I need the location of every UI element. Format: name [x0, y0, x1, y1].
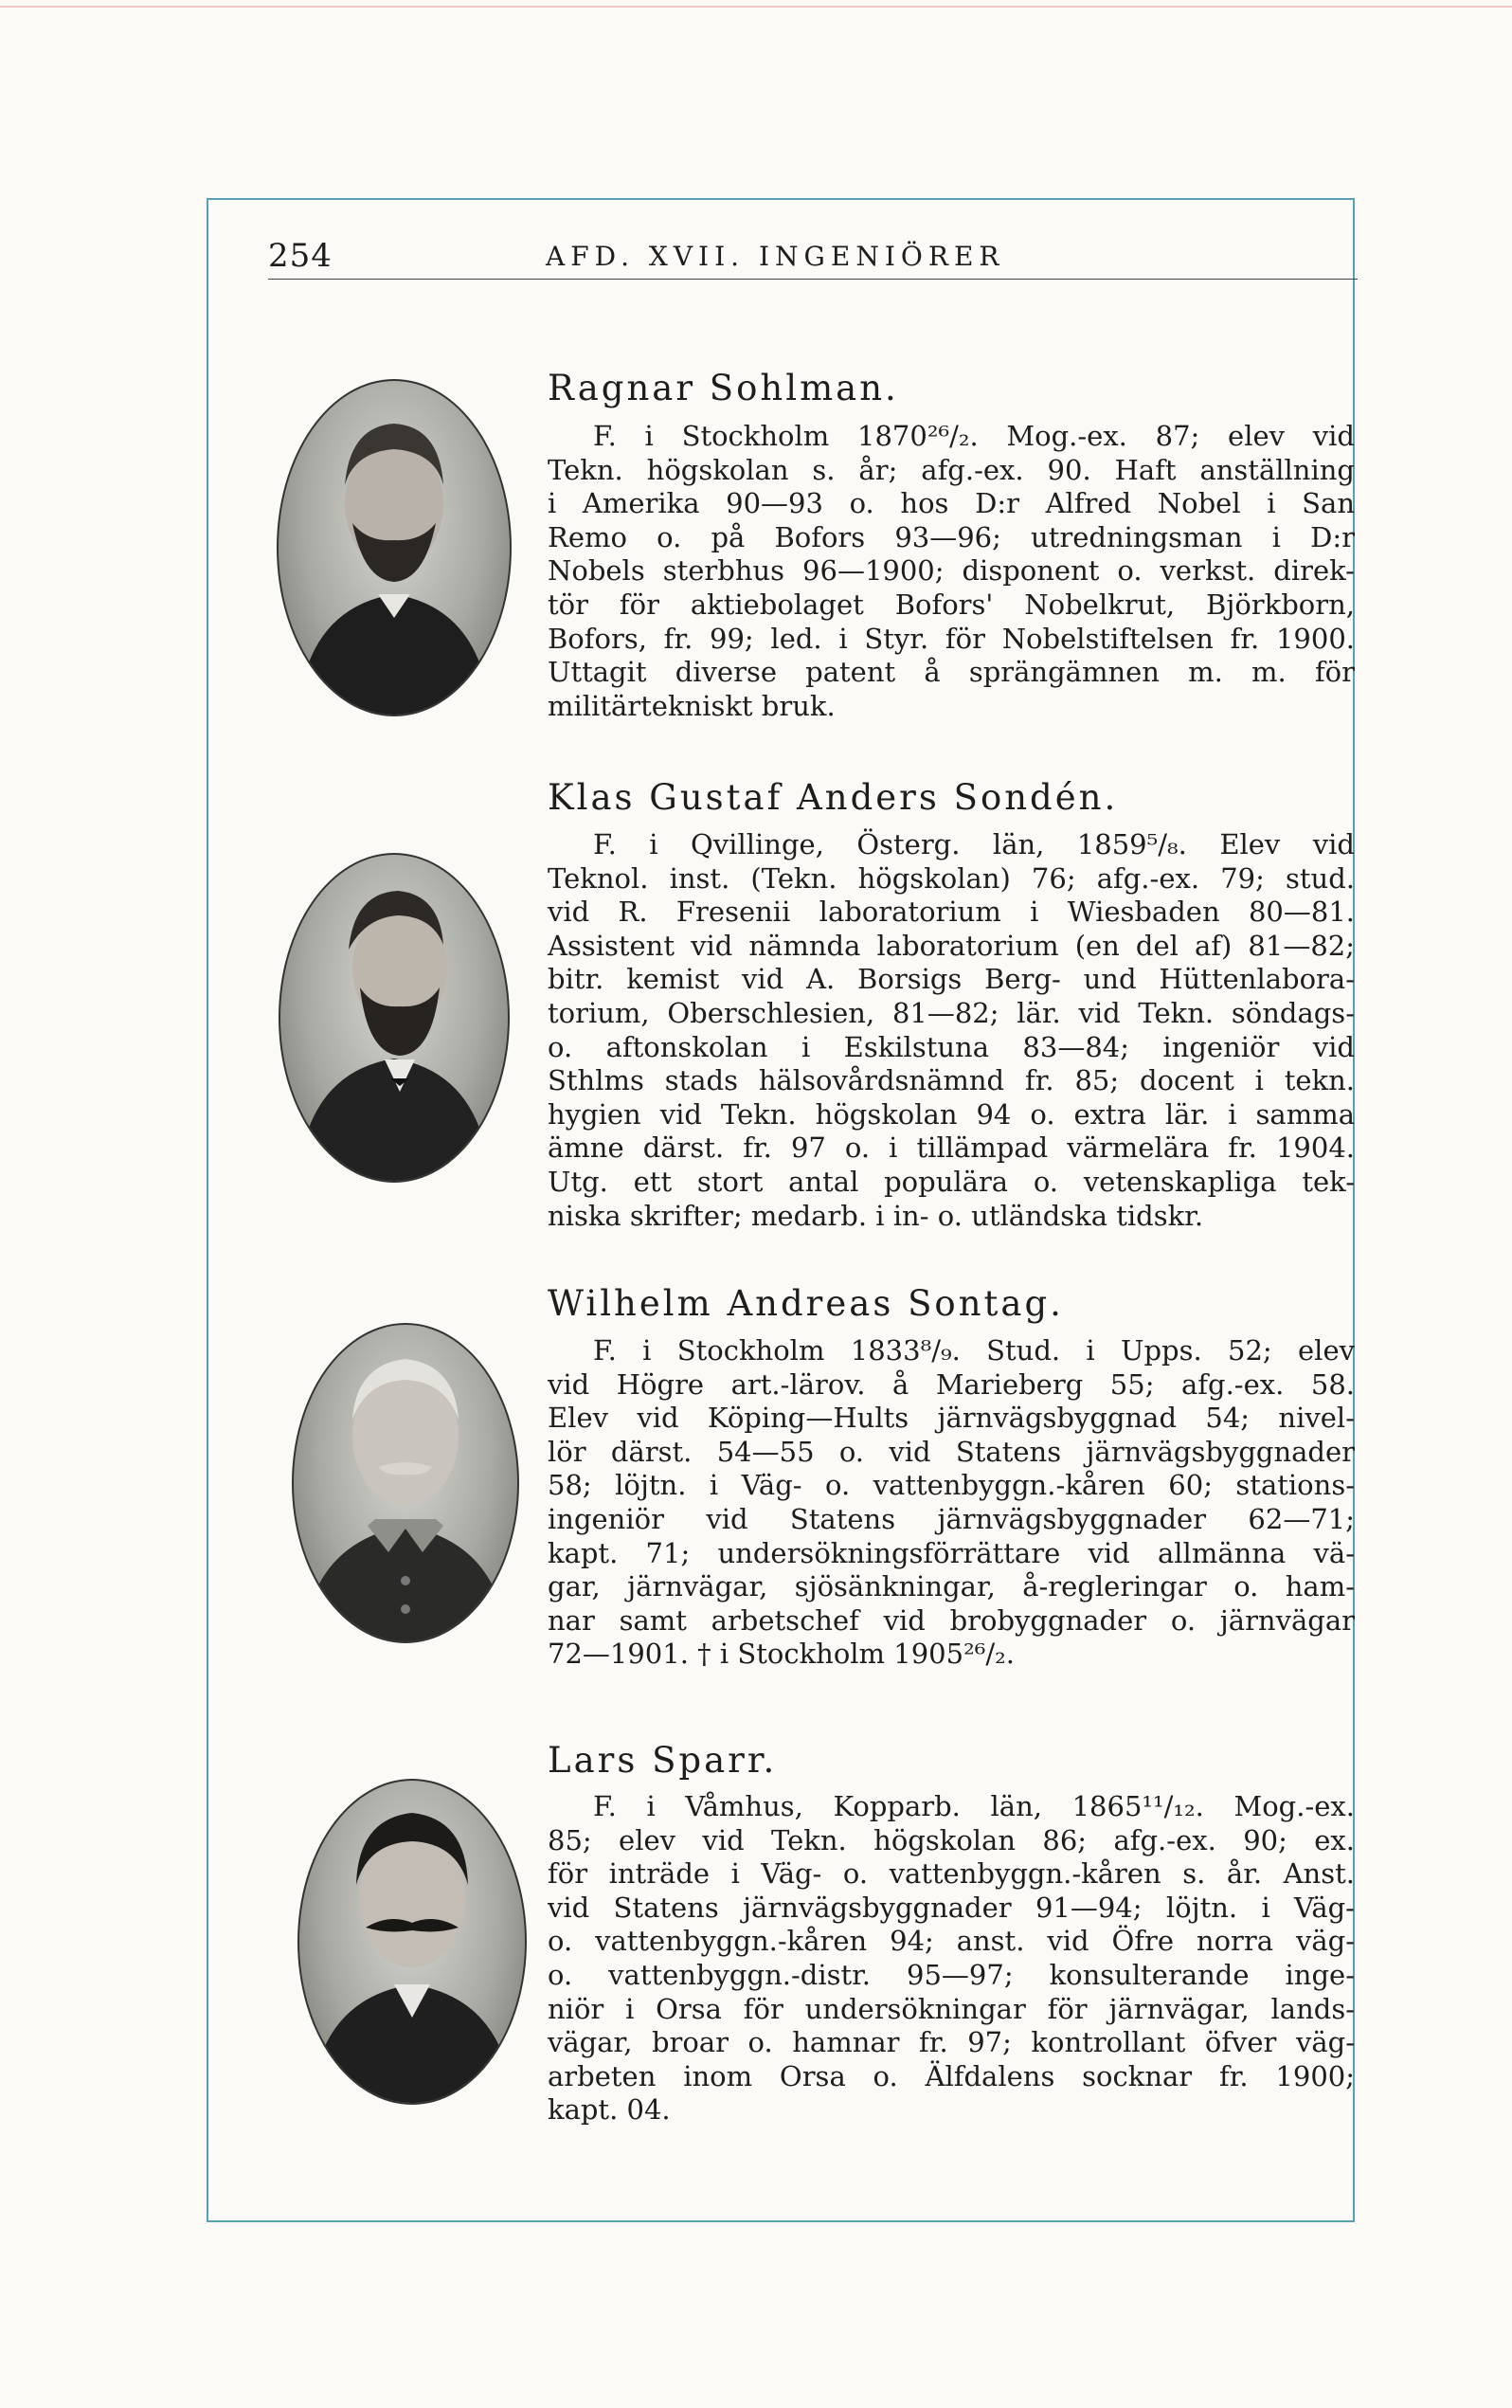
text-line: militärtekniskt bruk. [548, 689, 836, 722]
text-line: niör i Orsa för undersökningar för järnvägar, lands- [548, 1992, 1355, 2025]
entry-name: Wilhelm Andreas Sontag. [548, 1283, 1064, 1324]
text-line: kapt. 04. [548, 2093, 671, 2127]
portrait-photo [297, 1779, 527, 2105]
text-line: för inträde i Väg- o. vattenbyggn.-kåren s. år. Anst. [548, 1857, 1355, 1891]
entry-text [548, 420, 1355, 723]
text-line: o. aftonskolan i Eskilstuna 83—84; ingeniör vid [548, 1030, 1355, 1063]
entry-text [548, 828, 1355, 1233]
text-line: o. vattenbyggn.-distr. 95—97; konsulterande inge- [548, 1958, 1355, 1991]
text-line: Elev vid Köping—Hults järnvägsbyggnad 54; nivel- [548, 1402, 1355, 1435]
section-title: AFD. XVII. INGENIÖRER [546, 241, 1005, 272]
text-line: Assistent vid nämnda laboratorium (en del af) 81—82; [548, 929, 1355, 962]
text-line: F. i Stockholm 1870²⁶/₂. Mog.-ex. 87; elev vid [593, 420, 1355, 452]
text-line: vid Statens järnvägsbyggnader 91—94; löjtn. i Väg- [548, 1891, 1355, 1924]
text-line: 85; elev vid Tekn. högskolan 86; afg.-ex. 90; ex. [548, 1823, 1355, 1856]
text-line: Utg. ett stort antal populära o. vetenskapliga tek- [548, 1165, 1355, 1198]
text-line: kapt. 71; undersökningsförrättare vid allmänna vä- [548, 1536, 1355, 1569]
text-line: ämne därst. fr. 97 o. i tillämpad värmelära fr. 1904. [548, 1132, 1355, 1165]
running-header [268, 231, 1358, 280]
text-line: nar samt arbetschef vid brobyggnader o. järnvägar [548, 1603, 1355, 1637]
text-line: vägar, broar o. hamnar fr. 97; kontrollant öfver väg- [548, 2026, 1355, 2059]
text-line: 58; löjtn. i Väg- o. vattenbyggn.-kåren 60; stations- [548, 1469, 1355, 1502]
text-line: gar, järnvägar, sjösänkningar, å-regleringar o. ham- [548, 1570, 1355, 1603]
portrait-photo [292, 1323, 519, 1643]
text-line: F. i Qvillinge, Österg. län, 1859⁵/₈. Elev vid [593, 828, 1355, 860]
text-line: tör för aktiebolaget Bofors' Nobelkrut, Björkborn, [548, 588, 1355, 621]
text-line: arbeten inom Orsa o. Älfdalens socknar fr. 1900; [548, 2059, 1355, 2092]
text-line: bitr. kemist vid A. Borsigs Berg- und Hüttenlabora- [548, 963, 1355, 996]
text-line: hygien vid Tekn. högskolan 94 o. extra lär. i samma [548, 1097, 1355, 1131]
text-line: Teknol. inst. (Tekn. högskolan) 76; afg.-ex. 79; stud. [548, 861, 1355, 895]
text-line: F. i Stockholm 1833⁸/₉. Stud. i Upps. 52; elev [593, 1334, 1355, 1367]
text-line: lör därst. 54—55 o. vid Statens järnvägsbyggnader [548, 1435, 1355, 1468]
entry-name: Klas Gustaf Anders Sondén. [548, 777, 1119, 818]
entry-name: Ragnar Sohlman. [548, 368, 899, 408]
text-line: i Amerika 90—93 o. hos D:r Alfred Nobel i San [548, 487, 1355, 520]
text-line: ingeniör vid Statens järnvägsbyggnader 62—71; [548, 1502, 1355, 1535]
text-line: niska skrifter; medarb. i in- o. utländska tidskr. [548, 1199, 1204, 1232]
text-line: 72—1901. † i Stockholm 1905²⁶/₂. [548, 1638, 1015, 1671]
portrait-photo [277, 379, 512, 716]
portrait-photo [279, 853, 510, 1183]
entry-text [548, 1334, 1355, 1672]
page-edge-mark [0, 6, 1512, 8]
text-line: vid R. Fresenii laboratorium i Wiesbaden 80—81. [548, 896, 1355, 929]
text-line: Bofors, fr. 99; led. i Styr. för Nobelstiftelsen fr. 1900. [548, 622, 1355, 655]
text-line: Nobels sterbhus 96—1900; disponent o. verkst. direk- [548, 554, 1355, 588]
text-line: Sthlms stads hälsovårdsnämnd fr. 85; docent i tekn. [548, 1064, 1355, 1097]
entry-text [548, 1790, 1355, 2127]
text-line: torium, Oberschlesien, 81—82; lär. vid Tekn. söndags- [548, 996, 1355, 1029]
text-line: vid Högre art.-lärov. å Marieberg 55; afg.-ex. 58. [548, 1367, 1355, 1401]
text-line: Uttagit diverse patent å sprängämnen m. m. för [548, 656, 1355, 689]
entry-name: Lars Sparr. [548, 1740, 778, 1781]
text-line: Remo o. på Bofors 93—96; utredningsman i D:r [548, 520, 1355, 553]
page-number: 254 [268, 237, 333, 275]
text-line: F. i Våmhus, Kopparb. län, 1865¹¹/₁₂. Mog.-ex. [593, 1790, 1355, 1822]
text-line: Tekn. högskolan s. år; afg.-ex. 90. Haft anställning [548, 453, 1355, 486]
text-line: o. vattenbyggn.-kåren 94; anst. vid Öfre norra väg- [548, 1925, 1355, 1958]
